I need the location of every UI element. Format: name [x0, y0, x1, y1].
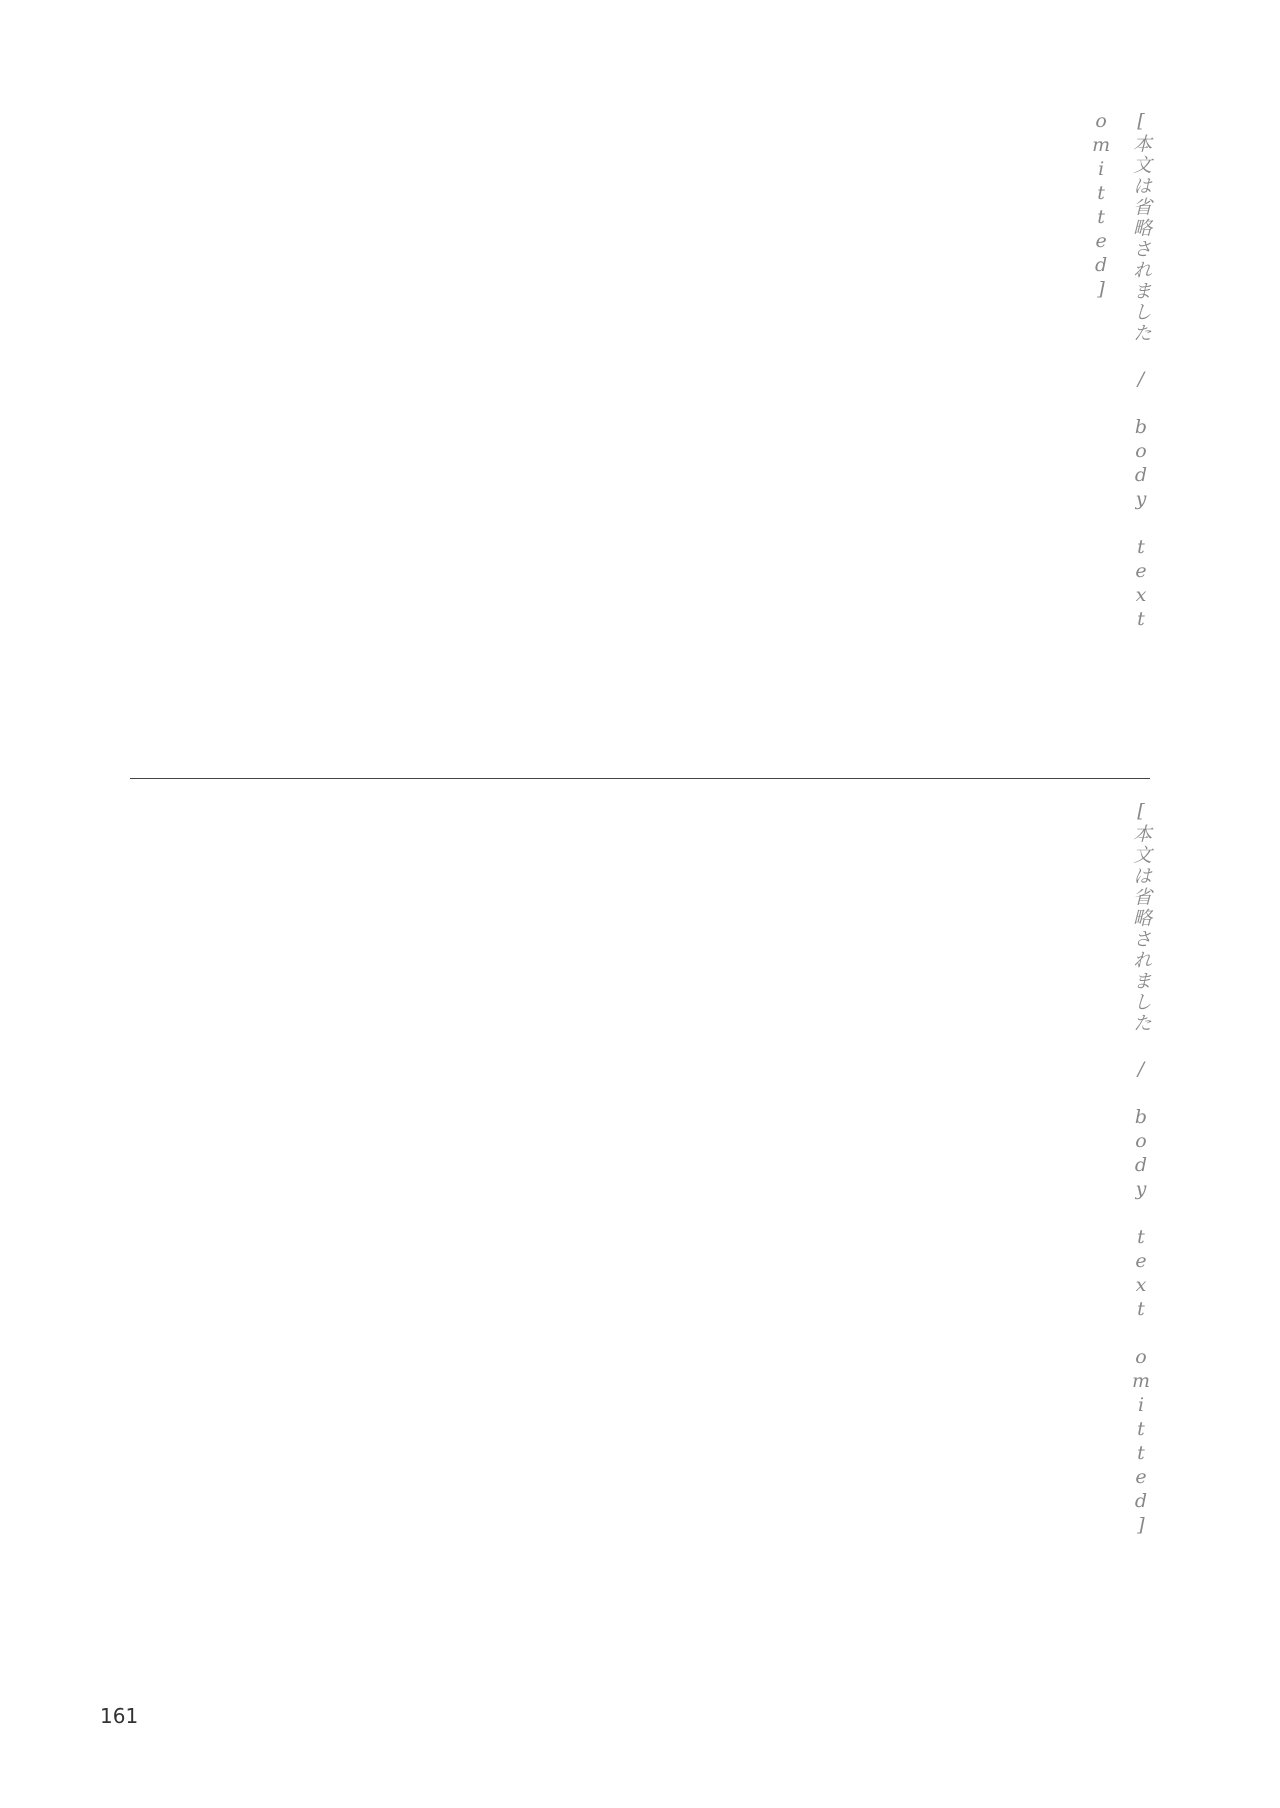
- section-divider: [130, 778, 1150, 779]
- redacted-text-placeholder: [本文は省略されました / body text omitted]: [1090, 110, 1152, 632]
- redacted-text-placeholder: [本文は省略されました / body text omitted]: [1130, 800, 1152, 1538]
- page-number: 161: [100, 1704, 139, 1728]
- text-block-top: [130, 110, 1160, 750]
- text-block-bottom: [660, 800, 1160, 1700]
